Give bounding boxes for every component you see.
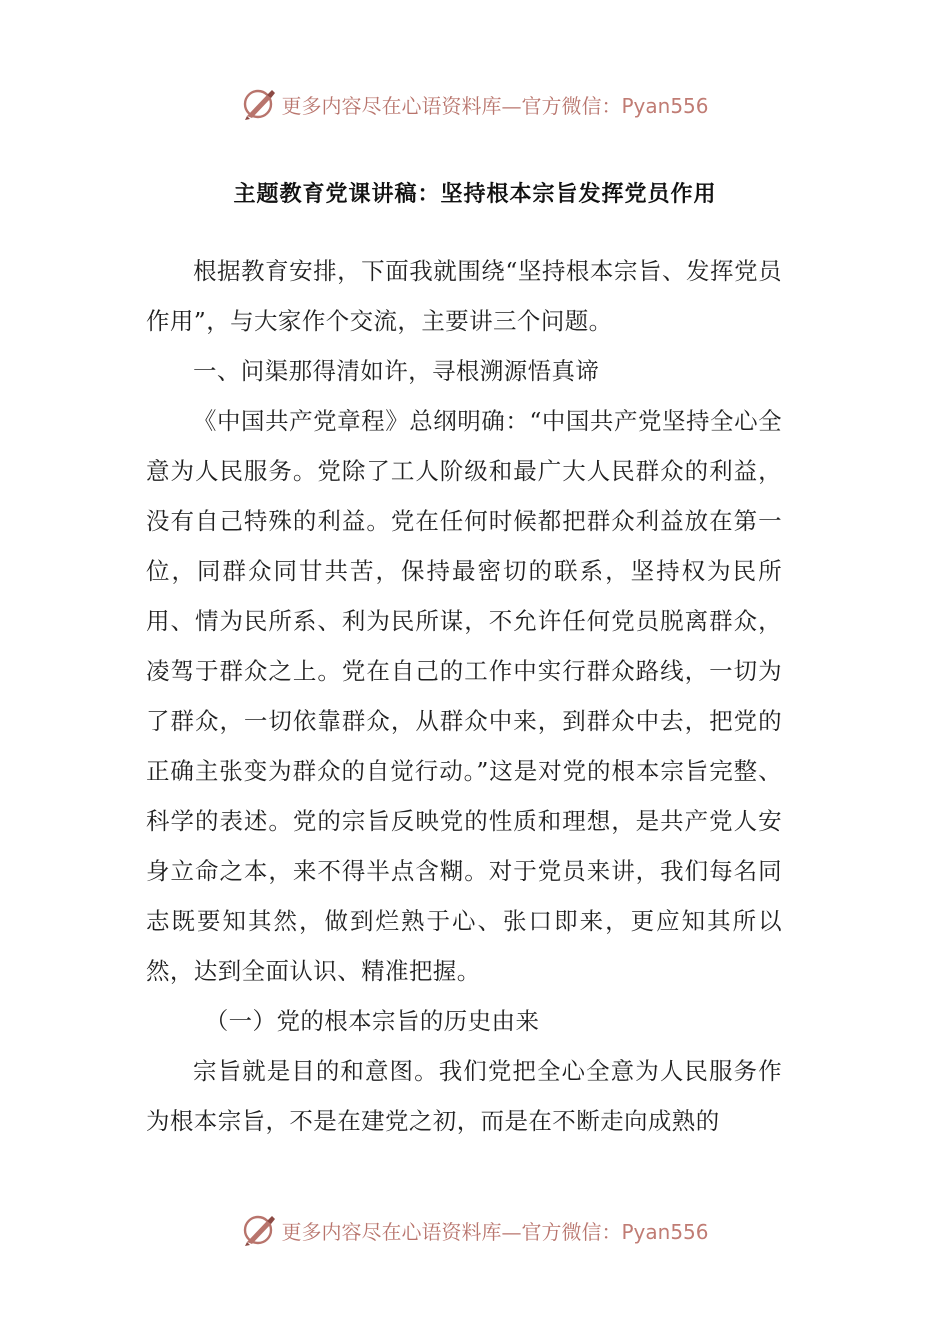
watermark-site-name: 更多内容尽在心语资料库	[281, 93, 502, 118]
document-body	[146, 246, 782, 1146]
watermark-wechat-id: Pyan556	[621, 1219, 709, 1244]
intro-paragraph: 根据教育安排，下面我就围绕“坚持根本宗旨、发挥党员作用”，与大家作个交流，主要讲三个问题。	[146, 257, 782, 335]
watermark-site-name: 更多内容尽在心语资料库	[281, 1219, 502, 1244]
watermark-separator: —	[501, 93, 522, 118]
watermark-separator: —	[501, 1219, 522, 1244]
subsection-heading-1: （一）党的根本宗旨的历史由来	[204, 1007, 540, 1035]
watermark-text	[281, 1216, 708, 1245]
pen-circle-logo-icon	[241, 86, 277, 122]
watermark-text	[281, 90, 708, 119]
section-heading-1: 一、问渠那得清如许，寻根溯源悟真谛	[193, 357, 600, 385]
body-paragraph: 《中国共产党章程》总纲明确：“中国共产党坚持全心全意为人民服务。党除了工人阶级和最广大人民群众的利益，没有自己特殊的利益。党在任何时候都把群众利益放在第一位，同群众同甘共苦，保持最密切的联系，坚持权为民所用、情为民所系、利为民所谋，不允许任何党员脱离群众，凌驾于群众之上。党在自己的工作中实行群众路线，一切为了群众，一切依靠群众，从群众中来，到群众中去，把党的正确主张变为群众的自觉行动。”这是对党的根本宗旨完整、科学的表述。党的宗旨反映党的性质和理想，是共产党人安身立命之本，来不得半点含糊。对于党员来讲，我们每名同志既要知其然，做到烂熟于心、张口即来，更应知其所以然，达到全面认识、精准把握。	[146, 407, 782, 985]
body-paragraph: 宗旨就是目的和意图。我们党把全心全意为人民服务作为根本宗旨，不是在建党之初，而是在不断走向成熟的	[146, 1057, 782, 1135]
watermark-wechat-label: 官方微信：	[521, 93, 622, 118]
pen-circle-logo-icon	[241, 1212, 277, 1248]
footer-watermark-banner	[0, 1208, 950, 1252]
header-watermark-banner	[0, 82, 950, 126]
document-title: 主题教育党课讲稿：坚持根本宗旨发挥党员作用	[233, 182, 717, 207]
watermark-wechat-label: 官方微信：	[521, 1219, 622, 1244]
watermark-wechat-id: Pyan556	[621, 93, 709, 118]
